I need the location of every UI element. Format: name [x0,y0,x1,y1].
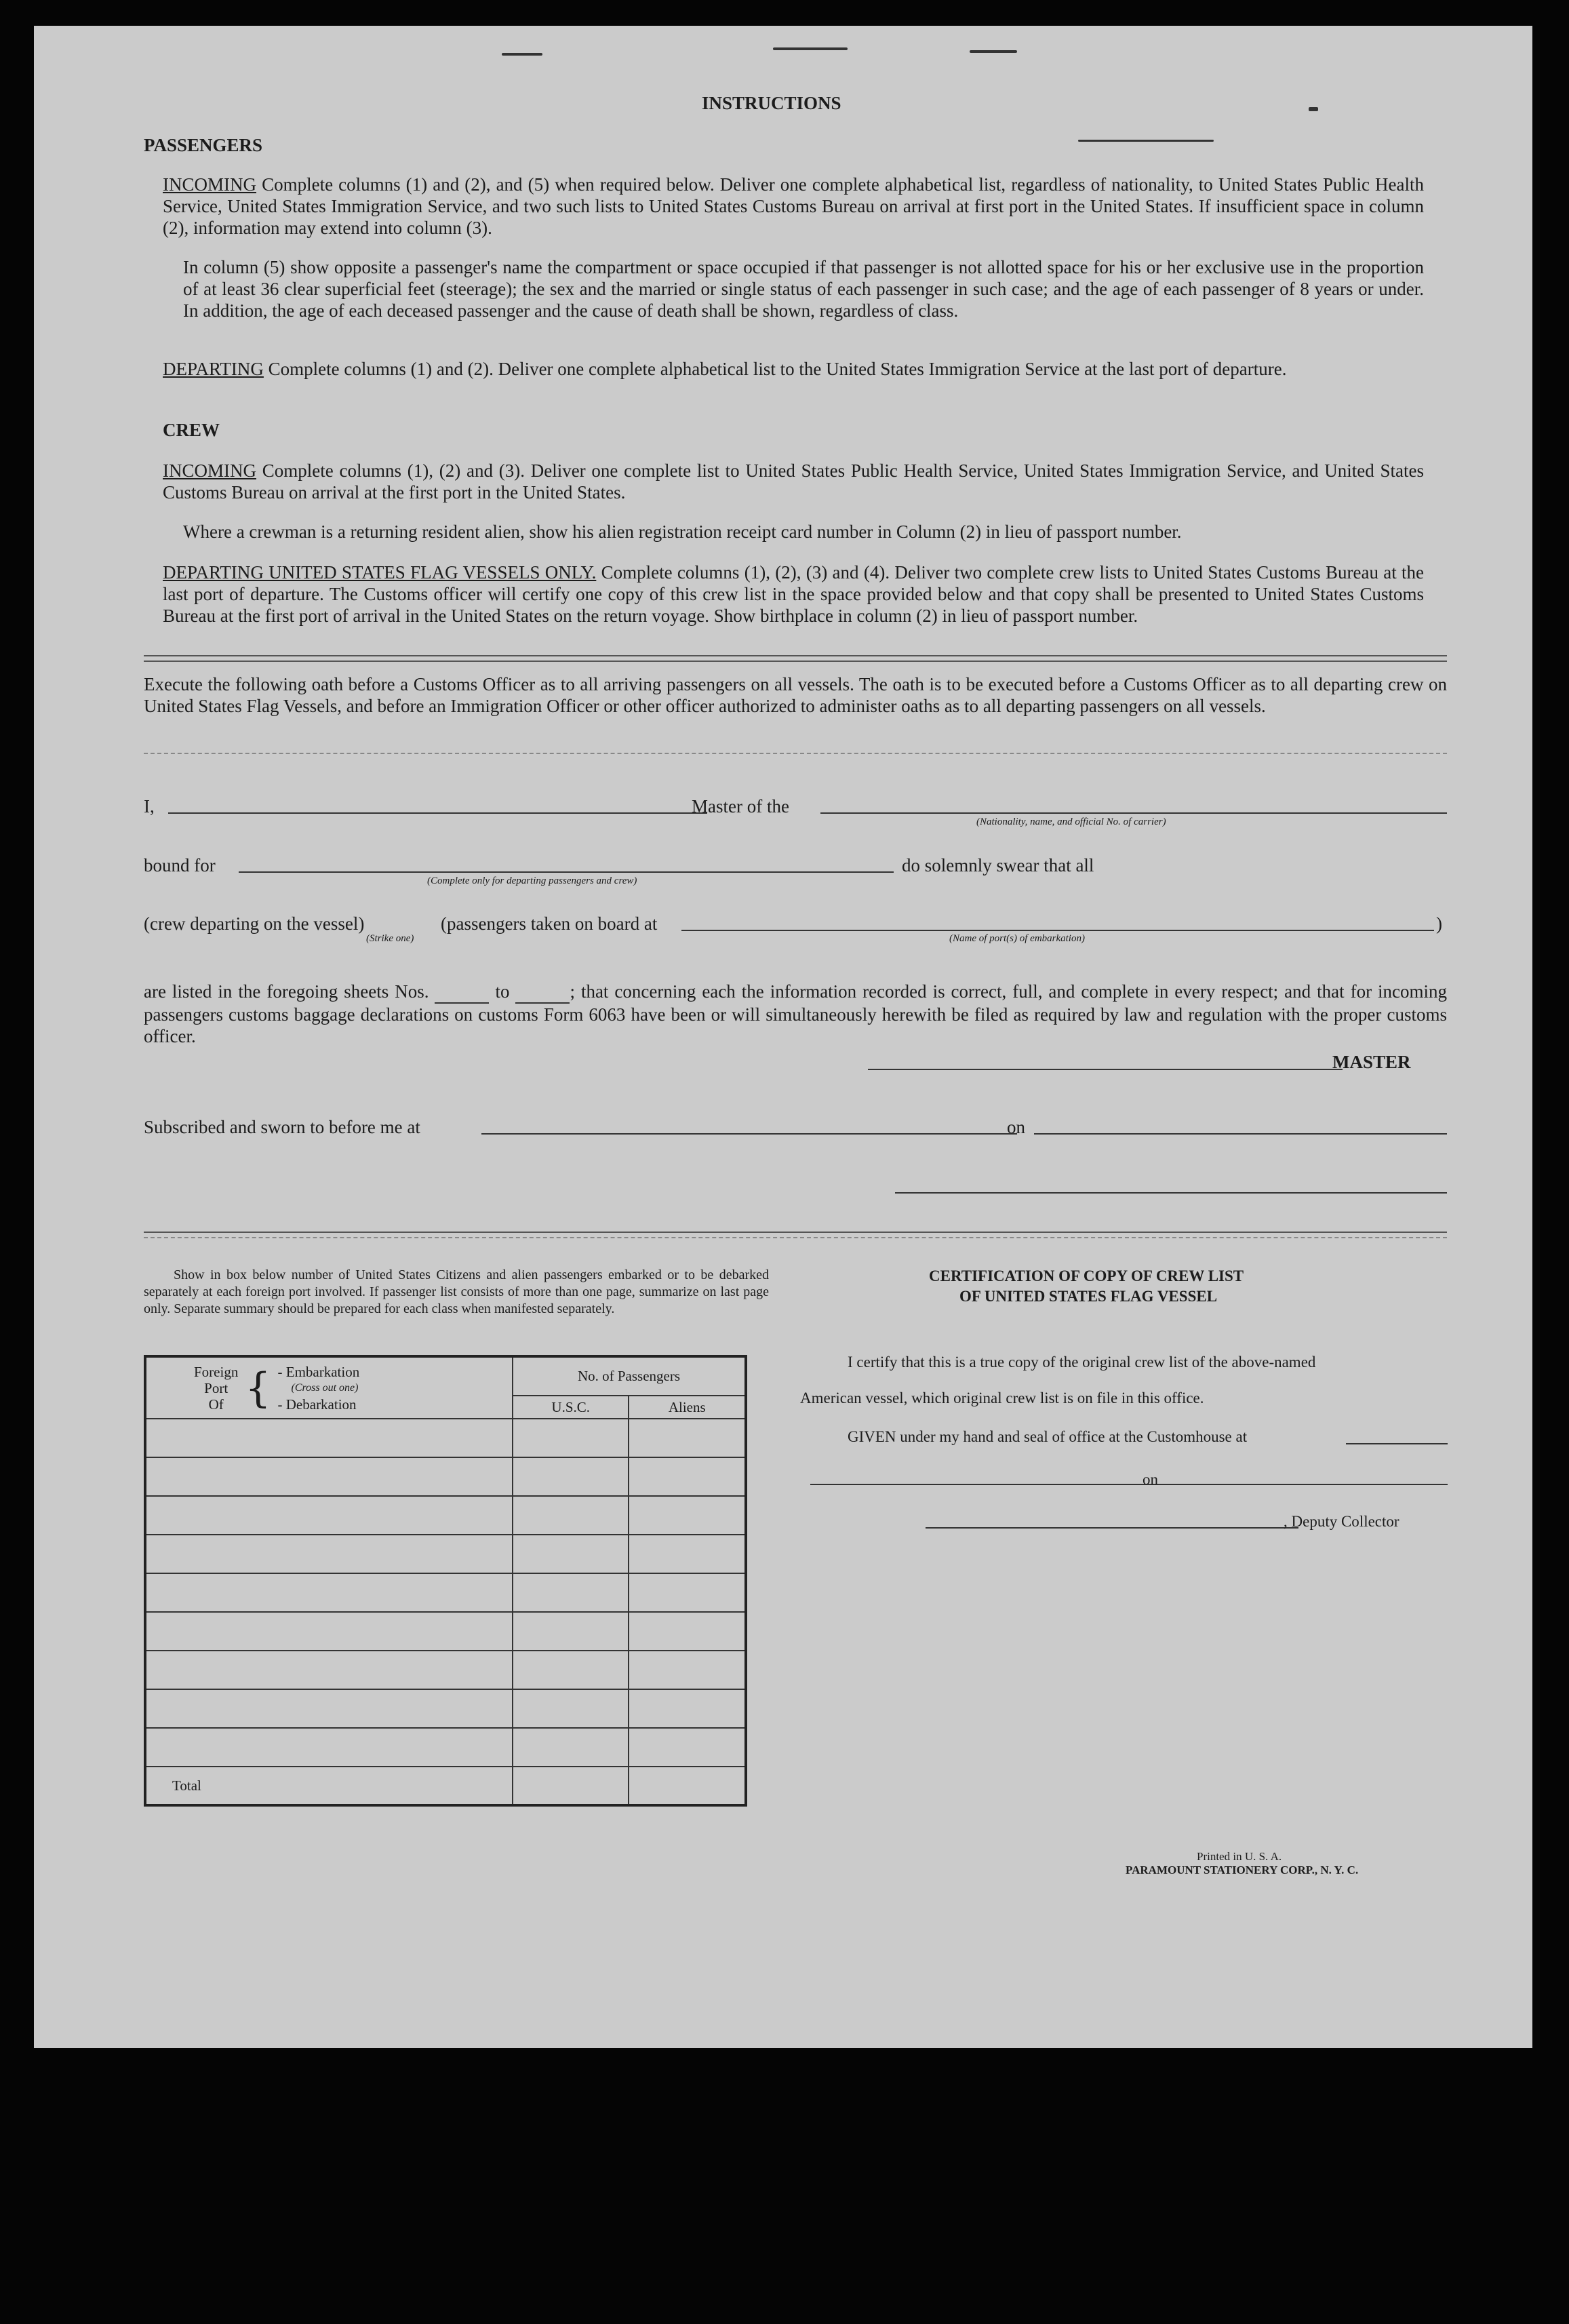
usc-cell[interactable] [513,1457,629,1496]
port-cell[interactable] [145,1419,513,1457]
port-cell[interactable] [145,1496,513,1535]
master-name-field[interactable] [168,812,707,814]
embarkation-label: - Embarkation [277,1363,360,1380]
crew-incoming-paragraph [163,460,1424,503]
listed-text-1: are listed in the foregoing sheets Nos. [144,981,429,1002]
passengers-heading: PASSENGERS [144,135,263,155]
debarkation-label: - Debarkation [277,1396,357,1413]
table-row [145,1419,746,1457]
usc-cell[interactable] [513,1573,629,1612]
crew-departing-paragraph [163,562,1424,627]
cert-on-label: on [1143,1471,1158,1488]
embarkation-port-field[interactable] [681,930,1434,931]
sheet-to-field[interactable] [515,981,570,1004]
separator-line [144,753,1447,754]
scan-mark [970,50,1017,53]
sworn-on-label: on [1007,1117,1025,1137]
port-header [145,1356,513,1419]
separator-line [144,1237,1447,1238]
subscribed-label: Subscribed and sworn to before me at [144,1117,420,1137]
instructions-title: INSTRUCTIONS [702,93,841,113]
separator-line [144,1232,1447,1233]
port-cell[interactable] [145,1651,513,1689]
scan-mark [502,53,542,56]
certification-title-2: OF UNITED STATES FLAG VESSEL [959,1288,1218,1305]
crew-resident-paragraph: Where a crewman is a returning resident alien, show his alien registration receipt card number in Column (2) in lieu of passport number. [183,521,1182,542]
passengers-incoming-paragraph [163,174,1424,239]
passengers-incoming-text: Complete columns (1) and (2), and (5) when required below. Deliver one complete alphabetical list, regardless of nationality, to United States Public Health Service, United States Immigration Service, and two such lists to United States Customs Bureau on arrival at first port in the United States. If insufficient space in column (2), information may extend into column (3). [163,174,1425,238]
table-row [145,1573,746,1612]
passengers-incoming-label: INCOMING [163,174,256,195]
usc-cell[interactable] [513,1728,629,1767]
form-sheet [34,26,1532,2048]
deputy-signature-field[interactable] [926,1527,1298,1529]
sheet-from-field[interactable] [435,981,489,1004]
scan-mark [773,47,848,50]
printer-label: PARAMOUNT STATIONERY CORP., N. Y. C. [1126,1864,1359,1876]
foreign-label: Foreign [194,1363,239,1380]
sworn-place-field[interactable] [481,1133,1017,1135]
deputy-collector-label: , Deputy Collector [1284,1513,1399,1530]
column5-paragraph: In column (5) show opposite a passenger's name the compartment or space occupied if that passenger is not allotted space for his or her exclusive use in the proportion of at least 36 clear superficial feet (steerage); the sex and the married or single status of each passenger in such case; and the age of each passenger of 8 years or under. In addition, the age of each deceased passenger and the cause of death shall be shown, regardless of class. [183,257,1424,321]
table-row [145,1689,746,1728]
usc-header: U.S.C. [513,1396,629,1419]
crew-incoming-label: INCOMING [163,460,256,481]
passenger-summary-table [144,1355,747,1807]
crew-departing-option: (crew departing on the vessel) [144,913,365,934]
port-cell[interactable] [145,1573,513,1612]
bound-for-label: bound for [144,855,216,875]
usc-cell[interactable] [513,1535,629,1573]
crew-departing-label: DEPARTING UNITED STATES FLAG VESSELS ONLY. [163,562,597,583]
crew-incoming-text: Complete columns (1), (2) and (3). Deliver one complete list to United States Public Health Service, United States Immigration Service, and United States Customs Bureau on arrival at the first port in the United States. [163,460,1425,503]
usc-cell[interactable] [513,1496,629,1535]
certification-title-1: CERTIFICATION OF COPY OF CREW LIST [929,1267,1244,1284]
certify-line-2: American vessel, which original crew list is on file in this office. [800,1390,1204,1406]
listed-paragraph [144,981,1447,1047]
aliens-cell[interactable] [629,1689,746,1728]
table-row [145,1457,746,1496]
aliens-cell[interactable] [629,1419,746,1457]
port-cell[interactable] [145,1689,513,1728]
carrier-field[interactable] [820,812,1447,814]
passengers-taken-option: (passengers taken on board at [441,913,658,934]
usc-cell[interactable] [513,1651,629,1689]
passengers-departing-paragraph [163,358,1424,380]
summary-instructions: Show in box below number of United States Citizens and alien passengers embarked or to be debarked separately at each foreign port involved. If passenger list consists of more than one page, summarize on last page only. Separate summary should be prepared for each class when manifested separately. [144,1267,769,1316]
no-passengers-header: No. of Passengers [513,1356,746,1396]
aliens-cell[interactable] [629,1612,746,1651]
crew-departing-text: Complete columns (1), (2), (3) and (4). Deliver two complete crew lists to United States Customs Bureau at the last port of departure. The Customs officer will certify one copy of this crew list in the space provided below and that copy shall be presented to United States Customs Bureau at the first port of arrival in the United States on the return voyage. Show birthplace in column (2) in lieu of passport number. [163,562,1425,626]
aliens-cell[interactable] [629,1728,746,1767]
aliens-cell[interactable] [629,1535,746,1573]
aliens-cell[interactable] [629,1651,746,1689]
solemnly-swear-label: do solemnly swear that all [902,855,1094,875]
strike-caption: (Strike one) [366,933,414,944]
oath-i-label: I, [144,796,155,816]
port-label: Port [204,1379,229,1396]
sworn-date-field[interactable] [1034,1133,1447,1135]
table-row [145,1651,746,1689]
passengers-departing-label: DEPARTING [163,359,264,379]
total-row [145,1767,746,1805]
of-label: Of [208,1396,224,1413]
printed-in-label: Printed in U. S. A. [1197,1850,1282,1863]
total-label: Total [145,1767,513,1805]
given-label: GIVEN under my hand and seal of office at the Customhouse at [848,1428,1248,1445]
port-cell[interactable] [145,1728,513,1767]
usc-cell[interactable] [513,1689,629,1728]
table-row [145,1496,746,1535]
master-label: MASTER [1332,1052,1411,1072]
separator-line [144,655,1447,656]
scan-mark [1309,107,1318,111]
ports-caption: (Name of port(s) of embarkation) [949,933,1085,944]
usc-cell[interactable] [513,1612,629,1651]
aliens-cell[interactable] [629,1457,746,1496]
brace-icon: { [245,1364,271,1412]
usc-total-cell[interactable] [513,1767,629,1805]
aliens-total-cell[interactable] [629,1767,746,1805]
nationality-caption: (Nationality, name, and official No. of carrier) [976,816,1166,827]
port-cell[interactable] [145,1535,513,1573]
cert-place-field[interactable] [810,1484,1170,1485]
table-row [145,1728,746,1767]
aliens-cell[interactable] [629,1573,746,1612]
table-row [145,1535,746,1573]
table-row [145,1612,746,1651]
crew-heading: CREW [163,420,220,440]
cert-date-field[interactable] [1166,1484,1448,1485]
close-paren: ) [1436,913,1442,934]
certify-line-1: I certify that this is a true copy of the original crew list of the above-named [848,1354,1316,1371]
passengers-departing-text: Complete columns (1) and (2). Deliver one complete alphabetical list to the United States Immigration Service at the last port of departure. [268,359,1287,379]
aliens-header: Aliens [629,1396,746,1419]
oath-intro: Execute the following oath before a Customs Officer as to all arriving passengers on all vessels. The oath is to be executed before a Customs Officer as to all departing crew on United States Flag Vessels, and before an Immigration Officer or other officer authorized to administer oaths as to all departing passengers on all vessels. [144,674,1447,716]
separator-line [144,661,1447,662]
listed-to: to [495,981,510,1002]
master-of-the-label: Master of the [692,796,789,816]
listed-text-2: ; that concerning each the information recorded is correct, full, and complete in every respect; and that for incoming passengers customs baggage declarations on customs Form 6063 have been or will simultaneously herewith be filed as required by law and regulation with the proper customs officer. [144,981,1448,1046]
aliens-cell[interactable] [629,1496,746,1535]
port-cell[interactable] [145,1612,513,1651]
port-cell[interactable] [145,1457,513,1496]
departing-caption: (Complete only for departing passengers and crew) [427,875,637,886]
officer-signature-field[interactable] [895,1192,1447,1194]
scan-mark [1078,140,1214,142]
cross-out-caption: (Cross out one) [291,1381,359,1394]
bound-for-field[interactable] [239,871,894,873]
usc-cell[interactable] [513,1419,629,1457]
customhouse-field[interactable] [1346,1443,1448,1444]
master-signature-field[interactable] [868,1069,1343,1070]
